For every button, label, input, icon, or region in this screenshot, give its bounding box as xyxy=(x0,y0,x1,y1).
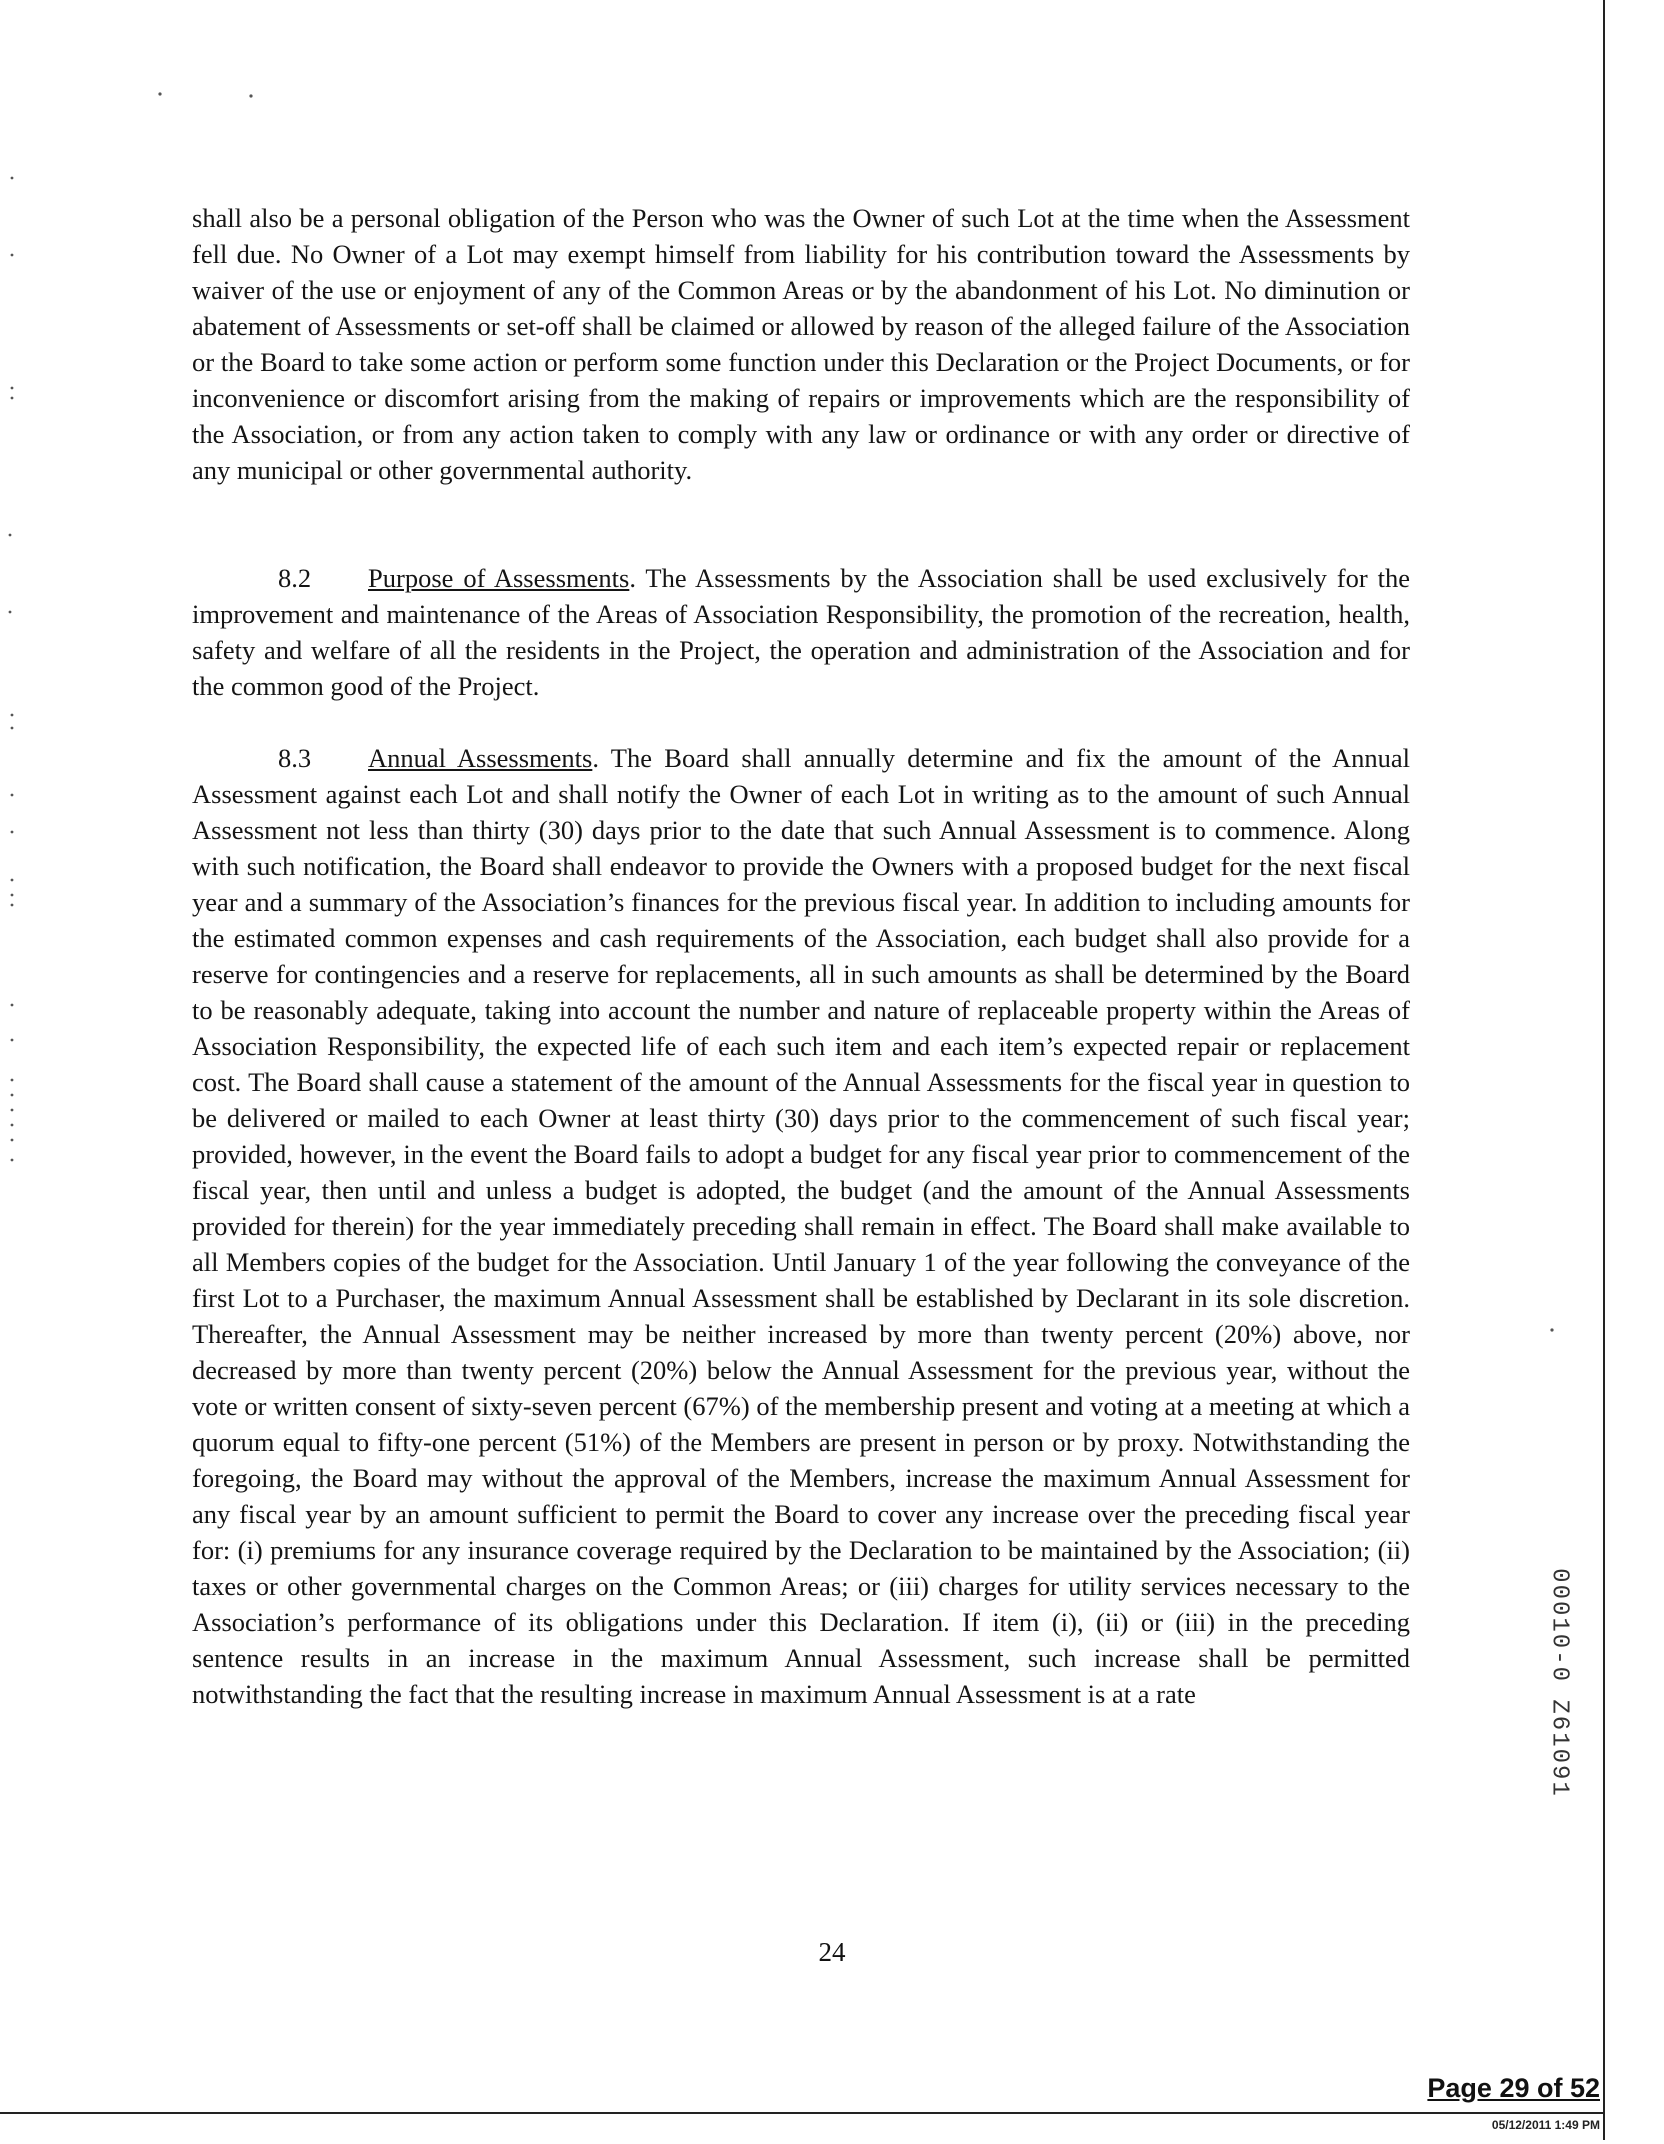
section-8-2-title: Purpose of Assessments xyxy=(368,563,630,593)
section-8-3-number: 8.3 xyxy=(278,743,312,773)
section-8-2-body: . The Assessments by the Association shall be used exclusively for the improvement and maintenance of the Areas of Association Responsibility, the promotion of the recreation, health, safety and welfare of all the residents in the Project, the operation and administration of the Association and for the common good of the Project. xyxy=(192,563,1410,701)
paragraph-continuation: shall also be a personal obligation of the Person who was the Owner of such Lot at the time when the Assessment fell due. No Owner of a Lot may exempt himself from liability for his contribution toward the Assessments by waiver of the use or enjoyment of any of the Common Areas or by the abandonment of his Lot. No diminution or abatement of Assessments or set-off shall be claimed or allowed by reason of the alleged failure of the Association or the Board to take some action or perform some function under this Declaration or the Project Documents, or for inconvenience or discomfort arising from the making of repairs or improvements which are the responsibility of the Association, or from any action taken to comply with any law or ordinance or with any order or directive of any municipal or other governmental authority. xyxy=(192,203,1410,485)
side-document-code: 00010-0 Z61091 xyxy=(1545,1568,1573,1798)
page-of-stamp: Page 29 of 52 xyxy=(1427,2073,1600,2103)
section-8-2-paragraph xyxy=(192,560,1410,704)
section-8-3-title: Annual Assessments xyxy=(368,743,593,773)
section-8-3-paragraph xyxy=(192,740,1410,1712)
section-8-2-number: 8.2 xyxy=(278,563,312,593)
date-time-stamp: 05/12/2011 1:49 PM xyxy=(1491,2118,1600,2132)
section-8-3-body: . The Board shall annually determine and fix the amount of the Annual Assessment against each Lot and shall notify the Owner of each Lot in writing as to the amount of such Annual Assessment not less than thirty (30) days prior to the date that such Annual Assessment is to commence. Along with such notification, the Board shall endeavor to provide the Owners with a proposed budget for the next fiscal year and a summary of the Association’s finances for the previous fiscal year. In addition to including amounts for the estimated common expenses and cash requirements of the Association, each budget shall also provide for a reserve for contingencies and a reserve for replacements, all in such amounts as shall be determined by the Board to be reasonably adequate, taking into account the number and nature of replaceable property within the Areas of Association Responsibility, the expected life of each such item and each item’s expected repair or replacement cost. The Board shall cause a statement of the amount of the Annual Assessments for the fiscal year in question to be delivered or mailed to each Owner at least thirty (30) days prior to the commencement of such fiscal year; provided, however, in the event the Board fails to adopt a budget for any fiscal year prior to commencement of the fiscal year, then until and unless a budget is adopted, the budget (and the amount of the Annual Assessments provided for therein) for the year immediately preceding shall remain in effect. The Board shall make available to all Members copies of the budget for the Association. Until January 1 of the year following the conveyance of the first Lot to a Purchaser, the maximum Annual Assessment shall be established by Declarant in its sole discretion. Thereafter, the Annual Assessment may be neither increased by more than twenty percent (20%) above, nor decreased by more than twenty percent (20%) below the Annual Assessment for the previous year, without the vote or written consent of sixty-seven percent (67%) of the membership present and voting at a meeting at which a quorum equal to fifty-one percent (51%) of the Members are present in person or by proxy. Notwithstanding the foregoing, the Board may without the approval of the Members, increase the maximum Annual Assessment for any fiscal year by an amount sufficient to permit the Board to cover any increase over the preceding fiscal year for: (i) premiums for any insurance coverage required by the Declaration to be maintained by the Association; (ii) taxes or other governmental charges on the Common Areas; or (iii) charges for utility services necessary to the Association’s performance of its obligations under this Declaration. If item (i), (ii) or (iii) in the preceding sentence results in an increase in the maximum Annual Assessment, such increase shall be permitted notwithstanding the fact that the resulting increase in maximum Annual Assessment is at a rate xyxy=(192,743,1411,1709)
page-number: 24 xyxy=(818,1937,846,1967)
